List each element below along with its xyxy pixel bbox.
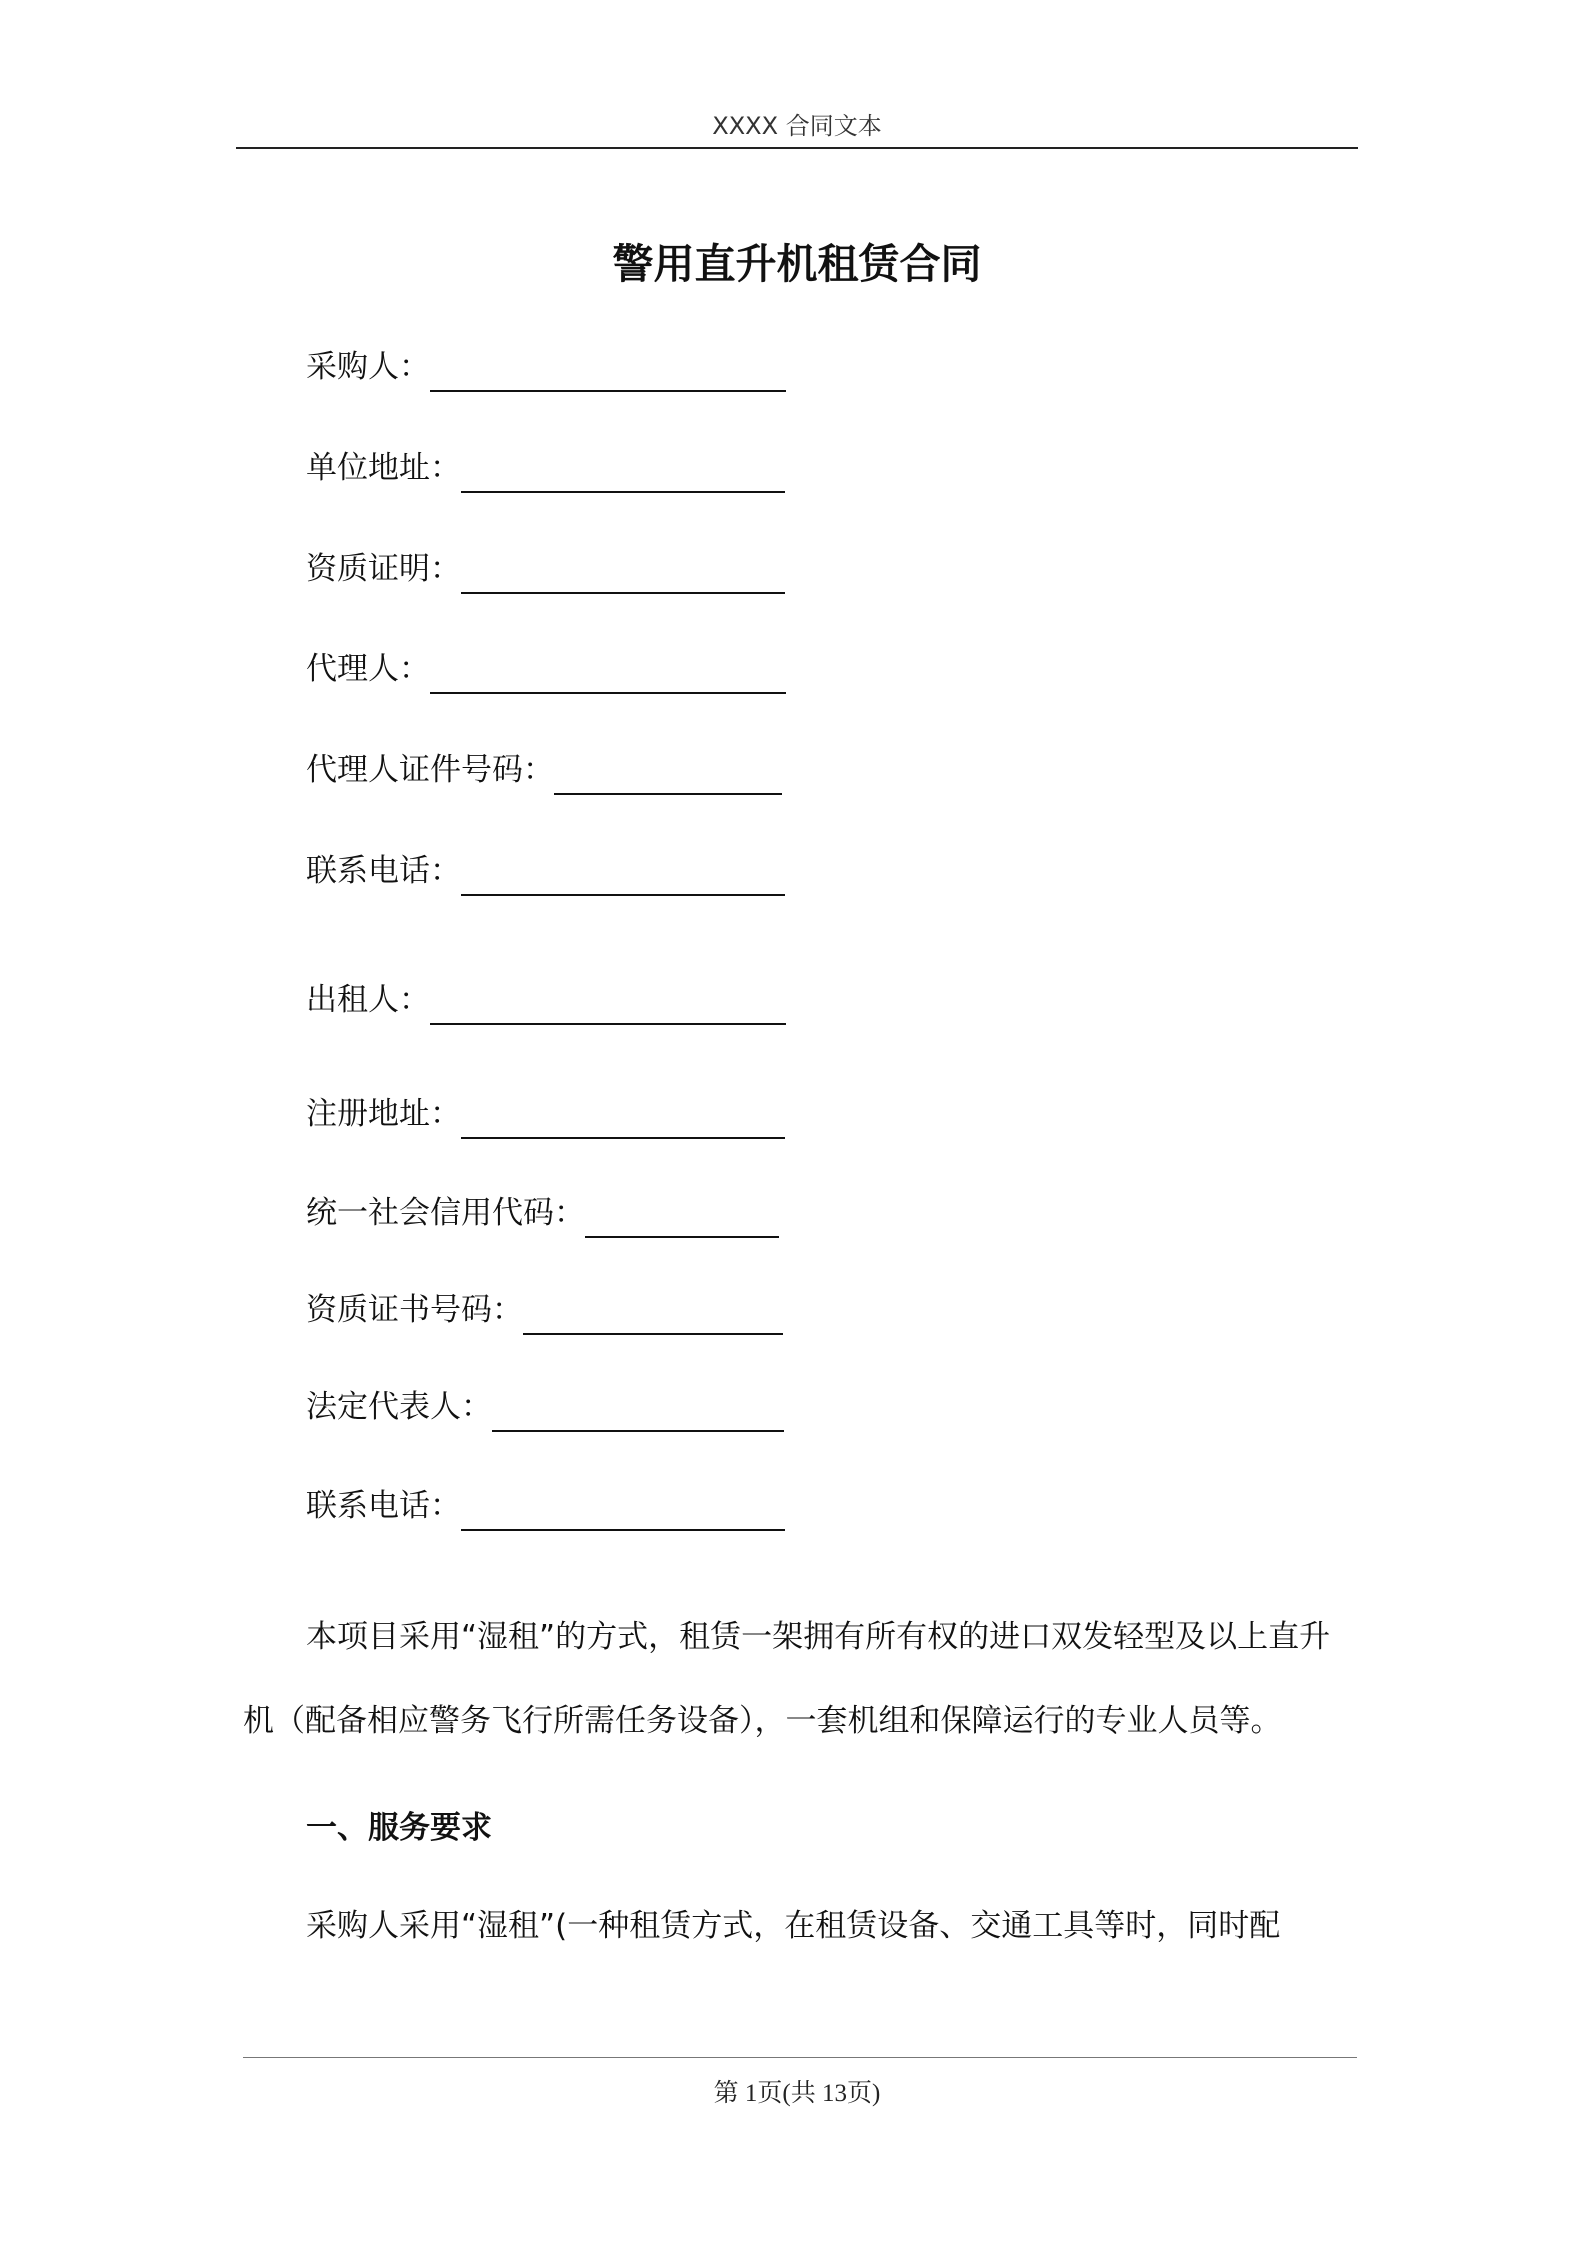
fill-in-line[interactable] — [492, 1390, 784, 1432]
field-agent-id-number — [306, 745, 782, 795]
field-purchaser-phone — [306, 846, 785, 896]
field-label: 代理人证件号码： — [306, 752, 554, 788]
intro-paragraph-line-1: 本项目采用“湿租”的方式，租赁一架拥有所有权的进口双发轻型及以上直升 — [306, 1619, 1331, 1655]
fill-in-line[interactable] — [461, 451, 785, 493]
field-label: 资质证书号码： — [306, 1292, 523, 1328]
page-header-text: XXXX 合同文本 — [712, 112, 882, 140]
footer-divider — [243, 2057, 1357, 2058]
document-title: 警用直升机租赁合同 — [612, 240, 982, 288]
field-lessor-phone — [306, 1481, 785, 1531]
fill-in-line[interactable] — [430, 983, 786, 1025]
field-label: 法定代表人： — [306, 1389, 492, 1425]
page-number: 第 1页(共 13页) — [713, 2080, 881, 2107]
field-qualification-proof — [306, 544, 785, 594]
field-registered-address — [306, 1089, 785, 1139]
field-agent — [306, 644, 786, 694]
field-certificate-number — [306, 1285, 783, 1335]
field-lessor — [306, 975, 786, 1025]
header-divider — [236, 147, 1358, 149]
fill-in-line[interactable] — [461, 552, 785, 594]
field-label: 采购人： — [306, 349, 430, 385]
field-purchaser — [306, 342, 786, 392]
field-legal-representative — [306, 1382, 784, 1432]
fill-in-line[interactable] — [554, 753, 782, 795]
field-label: 注册地址： — [306, 1096, 461, 1132]
field-label: 单位地址： — [306, 450, 461, 486]
fill-in-line[interactable] — [430, 350, 786, 392]
fill-in-line[interactable] — [585, 1196, 779, 1238]
section-paragraph-line-1: 采购人采用“湿租”(一种租赁方式，在租赁设备、交通工具等时，同时配 — [306, 1908, 1281, 1944]
fill-in-line[interactable] — [461, 1489, 785, 1531]
fill-in-line[interactable] — [430, 652, 786, 694]
field-label: 出租人： — [306, 982, 430, 1018]
field-credit-code — [306, 1188, 779, 1238]
field-label: 代理人： — [306, 651, 430, 687]
intro-paragraph-line-2: 机（配备相应警务飞行所需任务设备），一套机组和保障运行的专业人员等。 — [243, 1703, 1282, 1739]
field-label: 统一社会信用代码： — [306, 1195, 585, 1231]
fill-in-line[interactable] — [461, 1097, 785, 1139]
fill-in-line[interactable] — [461, 854, 785, 896]
section-heading-service-requirements: 一、服务要求 — [306, 1810, 492, 1846]
fill-in-line[interactable] — [523, 1293, 783, 1335]
field-unit-address — [306, 443, 785, 493]
field-label: 资质证明： — [306, 551, 461, 587]
field-label: 联系电话： — [306, 853, 461, 889]
field-label: 联系电话： — [306, 1488, 461, 1524]
